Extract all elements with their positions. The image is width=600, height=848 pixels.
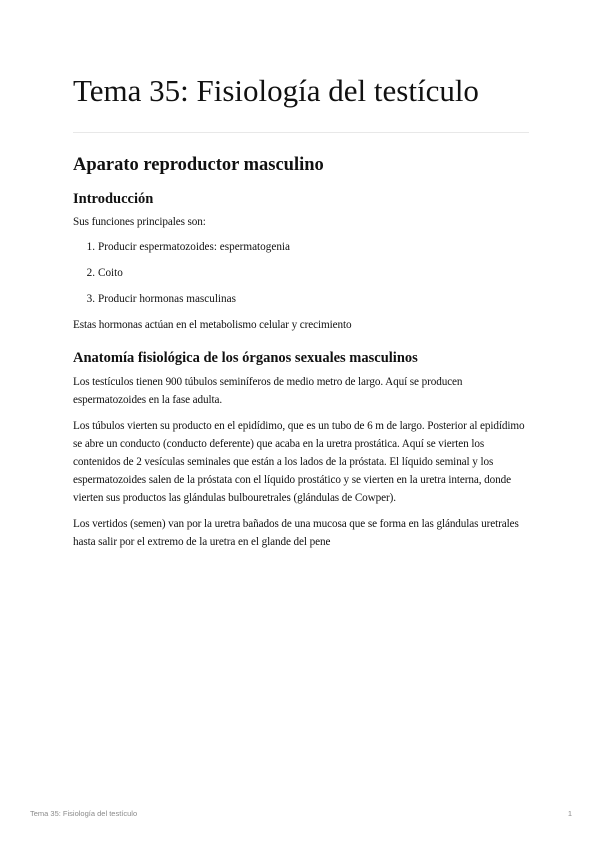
- list-item: [73, 238, 529, 256]
- anatomy-paragraph-1: Los testículos tienen 900 túbulos seminíferos de medio metro de largo. Aquí se producen espermatozoides en la fase adulta.: [73, 376, 463, 406]
- list-item-text: Coito: [98, 267, 123, 279]
- section-title: Aparato reproductor masculino: [73, 155, 324, 175]
- page-title: Tema 35: Fisiología del testículo: [73, 73, 479, 108]
- intro-heading: Introducción: [73, 191, 154, 207]
- list-item-text: Producir espermatozoides: espermatogenia: [98, 241, 290, 253]
- list-item: [73, 290, 529, 308]
- anatomy-paragraph-2: Los túbulos vierten su producto en el epidídimo, que es un tubo de 6 m de largo. Posterior al epidídimo se abre un conducto (conducto deferente) que acaba en la uretra prostática. Aquí se vierten los contenidos de 2 vesículas seminales que están a los lados de la próstata. El líquido seminal y los espermatozoides salen de la próstata con el líquido prostático y se vierten en la uretra interna, donde vierten sus productos las glándulas bulbouretrales (glándulas de Cowper).: [73, 420, 525, 504]
- title-divider: [73, 132, 529, 133]
- footer-page-number: 1: [567, 809, 572, 818]
- footer-running-title: Tema 35: Fisiología del testículo: [30, 809, 138, 818]
- intro-lead: Sus funciones principales son:: [73, 216, 206, 228]
- functions-list: [73, 238, 529, 308]
- list-item-text: Producir hormonas masculinas: [98, 293, 236, 305]
- intro-closing-paragraph: Estas hormonas actúan en el metabolismo celular y crecimiento: [73, 319, 352, 331]
- list-item-number: 3.: [86, 293, 95, 305]
- anatomy-paragraph-3: Los vertidos (semen) van por la uretra bañados de una mucosa que se forma en las glándulas uretrales hasta salir por el extremo de la uretra en el glande del pene: [73, 518, 519, 548]
- list-item-number: 1.: [86, 241, 95, 253]
- list-item-number: 2.: [86, 267, 95, 279]
- page-footer: [30, 809, 572, 818]
- list-item: [73, 264, 529, 282]
- document-content: [73, 72, 529, 551]
- anatomy-heading: Anatomía fisiológica de los órganos sexuales masculinos: [73, 350, 418, 366]
